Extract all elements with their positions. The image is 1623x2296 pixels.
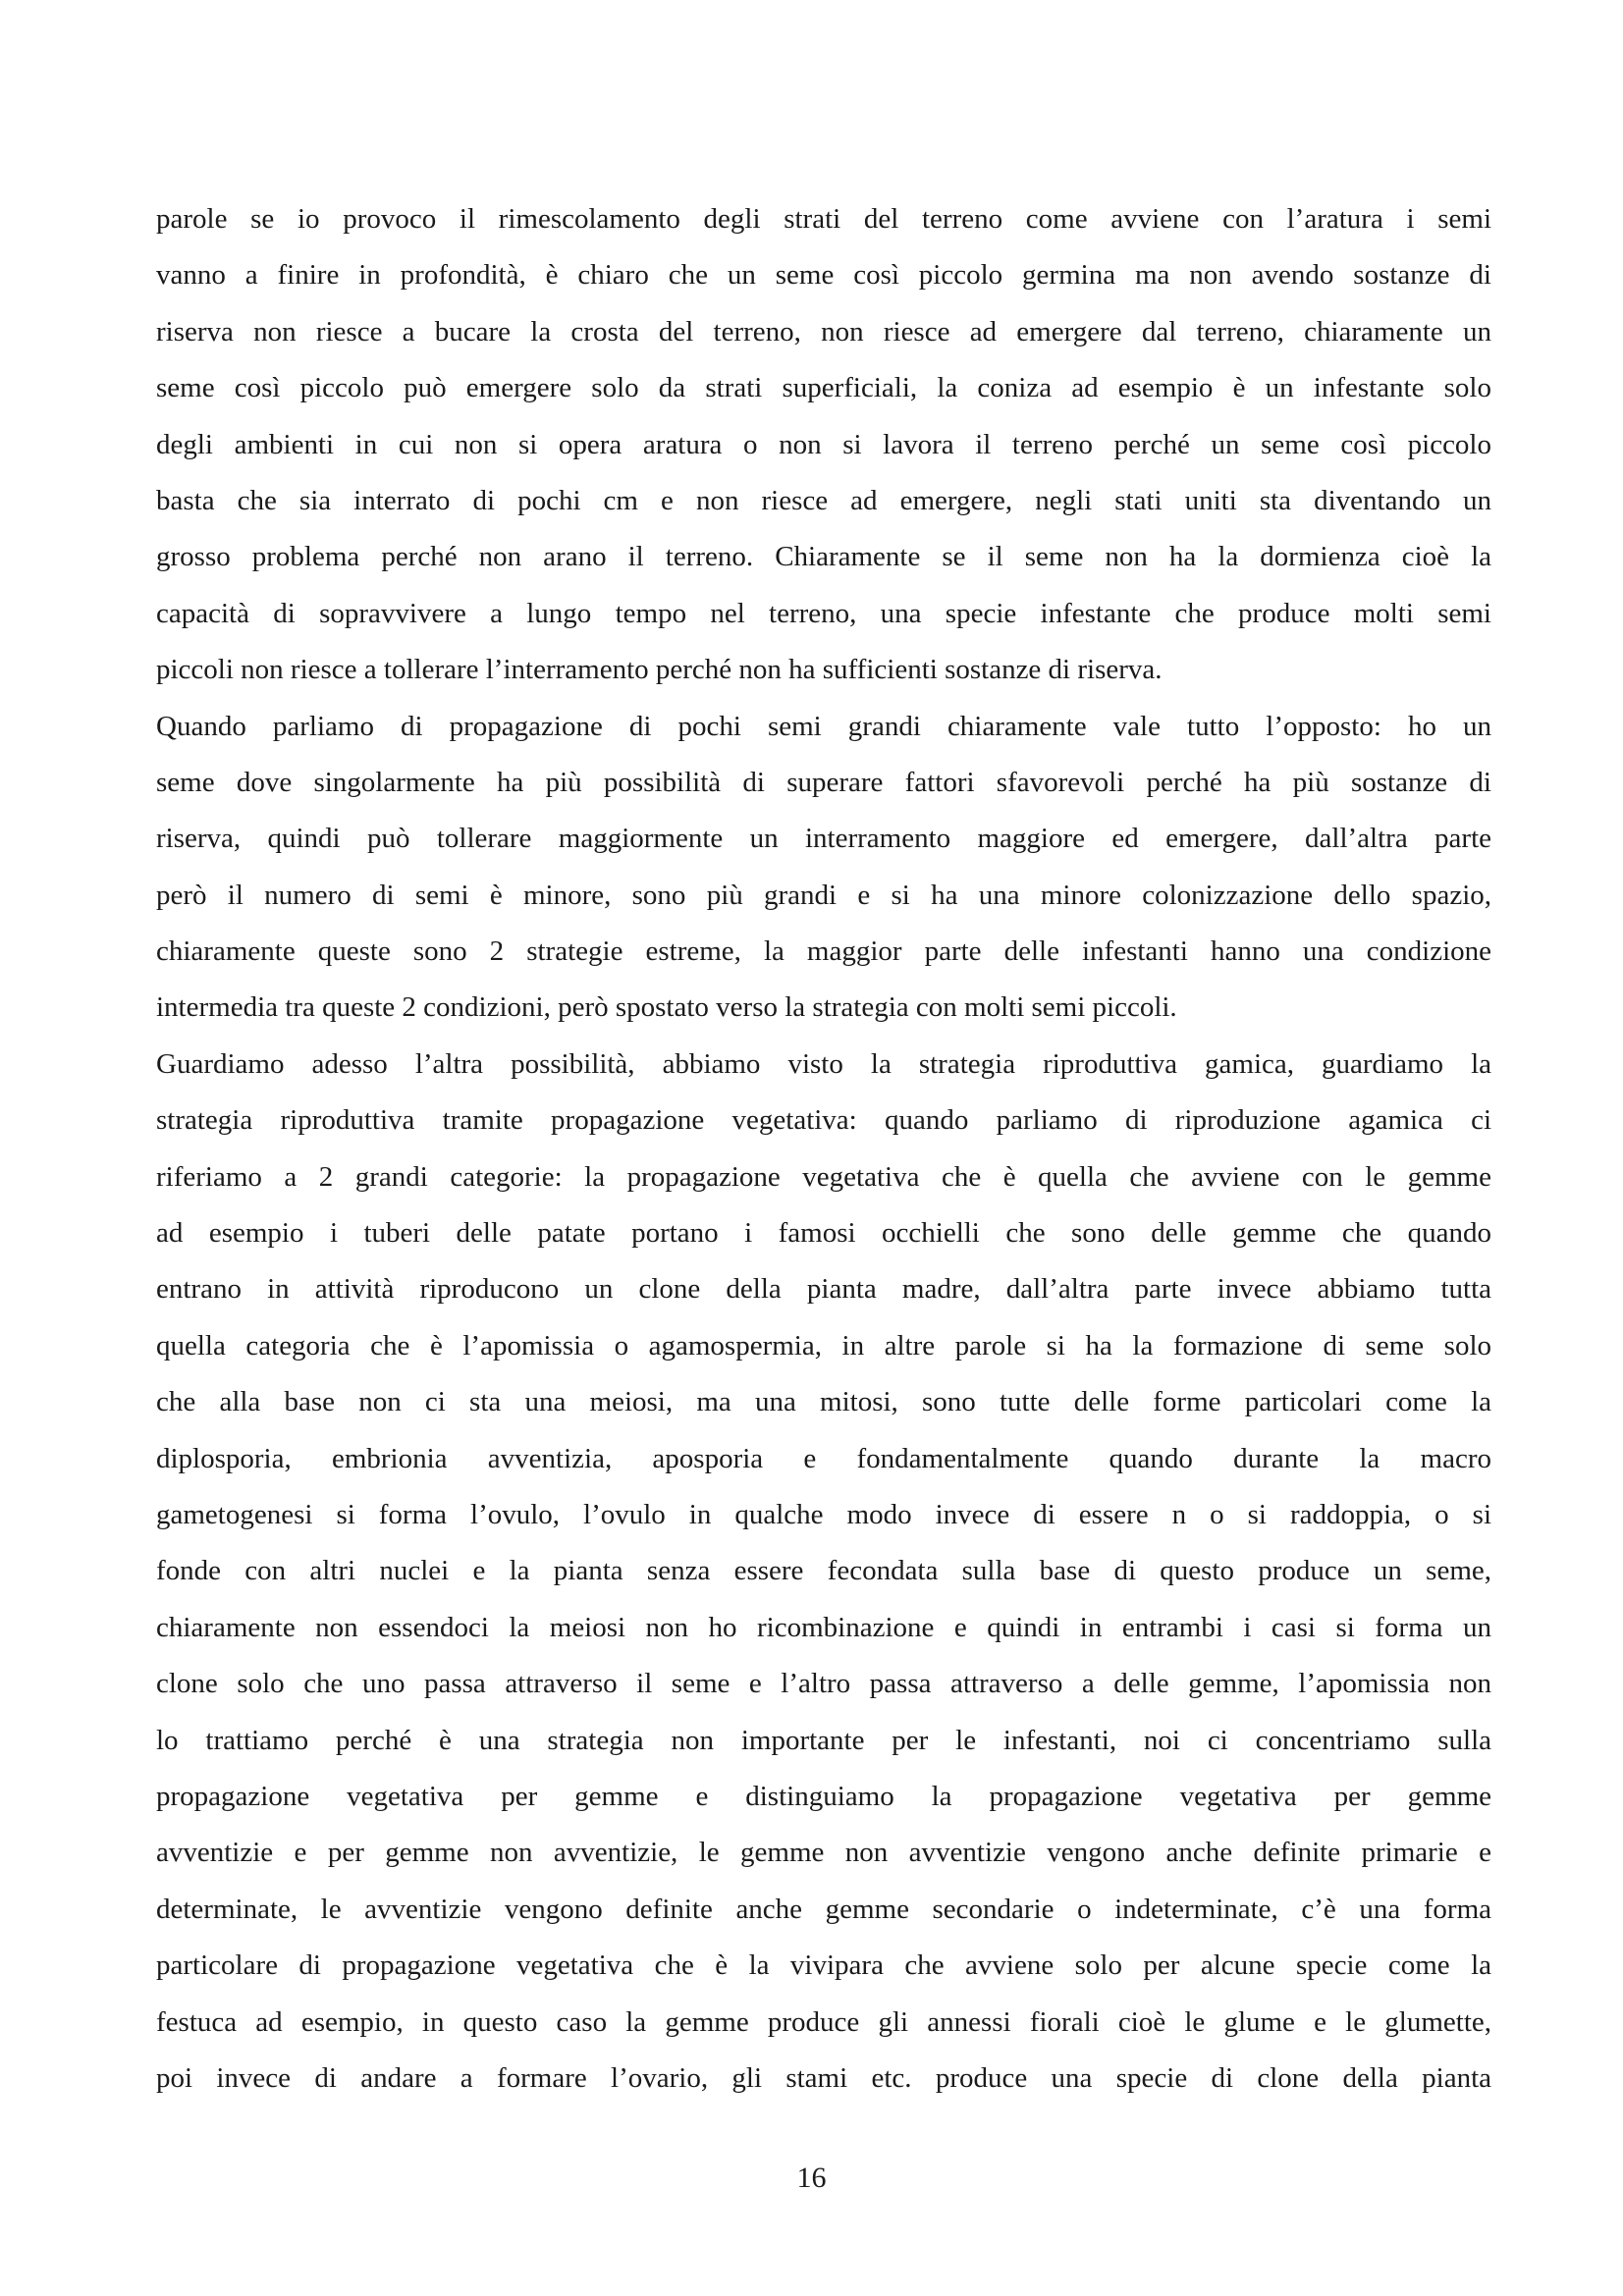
text-line: riserva non riesce a bucare la crosta del terreno, non riesce ad emergere dal terreno, chiaramente un: [156, 315, 1491, 347]
text-line: seme così piccolo può emergere solo da strati superficiali, la coniza ad esempio è un infestante solo: [156, 372, 1491, 404]
text-line: degli ambienti in cui non si opera aratura o non si lavora il terreno perché un seme così piccolo: [156, 428, 1491, 460]
text-line: chiaramente non essendoci la meiosi non ho ricombinazione e quindi in entrambi i casi si forma un: [156, 1611, 1491, 1643]
text-line: vanno a finire in profondità, è chiaro che un seme così piccolo germina ma non avendo sostanze di: [156, 259, 1491, 292]
text-line: quella categoria che è l’apomissia o agamospermia, in altre parole si ha la formazione di seme solo: [156, 1329, 1491, 1362]
text-line: però il numero di semi è minore, sono più grandi e si ha una minore colonizzazione dello spazio,: [156, 879, 1491, 911]
text-line: propagazione vegetativa per gemme e distinguiamo la propagazione vegetativa per gemme: [156, 1780, 1491, 1812]
text-line: diplosporia, embrionia avventizia, aposporia e fondamentalmente quando durante la macro: [156, 1442, 1491, 1474]
text-line: grosso problema perché non arano il terreno. Chiaramente se il seme non ha la dormienza cioè la: [156, 541, 1491, 573]
text-line: chiaramente queste sono 2 strategie estreme, la maggior parte delle infestanti hanno una condizione: [156, 935, 1491, 968]
text-line: basta che sia interrato di pochi cm e non riesce ad emergere, negli stati uniti sta diventando un: [156, 484, 1491, 516]
body-text: [156, 191, 1491, 2107]
text-line: riserva, quindi può tollerare maggiormente un interramento maggiore ed emergere, dall’altra parte: [156, 823, 1491, 855]
text-line: festuca ad esempio, in questo caso la gemme produce gli annessi fiorali cioè le glume e le glumette,: [156, 2005, 1491, 2038]
text-line: piccoli non riesce a tollerare l’interramento perché non ha sufficienti sostanze di riserva.: [156, 654, 1163, 686]
text-line: intermedia tra queste 2 condizioni, però spostato verso la strategia con molti semi piccoli.: [156, 991, 1177, 1024]
text-line: determinate, le avventizie vengono definite anche gemme secondarie o indeterminate, c’è una forma: [156, 1893, 1491, 1925]
page-number: 16: [796, 2162, 827, 2194]
text-line: avventizie e per gemme non avventizie, le gemme non avventizie vengono anche definite primarie e: [156, 1837, 1491, 1869]
text-line: poi invece di andare a formare l’ovario, gli stami etc. produce una specie di clone della pianta: [156, 2061, 1491, 2094]
text-line: ad esempio i tuberi delle patate portano i famosi occhielli che sono delle gemme che quando: [156, 1217, 1491, 1250]
text-line: parole se io provoco il rimescolamento degli strati del terreno come avviene con l’aratura i semi: [156, 203, 1491, 235]
text-line: capacità di sopravvivere a lungo tempo nel terreno, una specie infestante che produce molti semi: [156, 597, 1491, 629]
text-line: Quando parliamo di propagazione di pochi semi grandi chiaramente vale tutto l’opposto: ho un: [156, 710, 1491, 742]
text-line: seme dove singolarmente ha più possibilità di superare fattori sfavorevoli perché ha più sostanze di: [156, 766, 1491, 798]
text-line: particolare di propagazione vegetativa che è la vivipara che avviene solo per alcune specie come la: [156, 1949, 1491, 1982]
text-line: entrano in attività riproducono un clone della pianta madre, dall’altra parte invece abbiamo tutta: [156, 1273, 1491, 1306]
text-line: clone solo che uno passa attraverso il seme e l’altro passa attraverso a delle gemme, l’apomissia non: [156, 1668, 1491, 1700]
text-line: strategia riproduttiva tramite propagazione vegetativa: quando parliamo di riproduzione agamica ci: [156, 1104, 1491, 1137]
text-line: che alla base non ci sta una meiosi, ma una mitosi, sono tutte delle forme particolari come la: [156, 1386, 1491, 1418]
text-line: lo trattiamo perché è una strategia non importante per le infestanti, noi ci concentriamo sulla: [156, 1724, 1491, 1756]
text-line: fonde con altri nuclei e la pianta senza essere fecondata sulla base di questo produce un seme,: [156, 1555, 1491, 1587]
text-line: riferiamo a 2 grandi categorie: la propagazione vegetativa che è quella che avviene con le gemme: [156, 1160, 1491, 1193]
text-line: gametogenesi si forma l’ovulo, l’ovulo in qualche modo invece di essere n o si raddoppia, o si: [156, 1498, 1491, 1530]
text-line: Guardiamo adesso l’altra possibilità, abbiamo visto la strategia riproduttiva gamica, guardiamo la: [156, 1047, 1491, 1080]
